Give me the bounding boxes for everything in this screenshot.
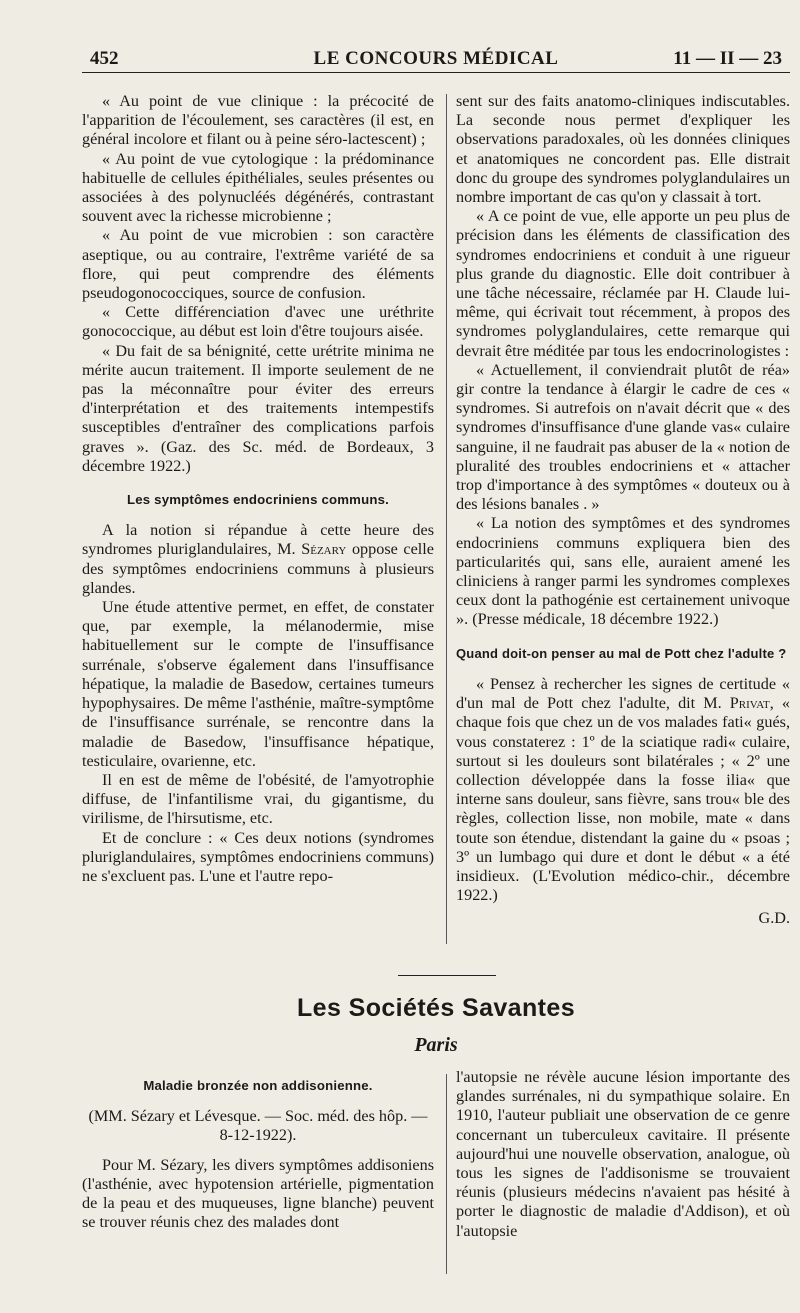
paragraph: Pour M. Sézary, les divers symptômes addisoniens (l'asthénie, avec hypotension artérielle, pigmentation de la peau et des muqueuses, ligne blanche) peuvent se trouver réunis chez des malades dont — [82, 1155, 434, 1232]
header-rule — [82, 72, 790, 73]
paragraph: sent sur des faits anatomo-cliniques indiscutables. La seconde nous permet d'expliquer les observations paradoxales, où les données cliniques et anatomiques ne concordent pas. Elle distrait donc du groupe des syndromes polyglandulaires un nombre important de cas qu'on y classait à tort. — [456, 92, 790, 207]
page-header — [82, 44, 790, 72]
paragraph: Et de conclure : « Ces deux notions (syndromes pluriglandulaires, symptômes endocriniens communs) ne s'excluent pas. L'une et l'autre repo- — [82, 828, 434, 885]
bottom-right-column — [456, 1068, 790, 1241]
section-rule — [398, 975, 496, 976]
paragraph: Une étude attentive permet, en effet, de constater que, par exemple, la mélanodermie, mise habituellement sur le compte de l'insuffisance surrénale, s'observe également dans l'insuffisance hépatique, la maladie de Basedow, certaines tumeurs hypophysaires. De même l'asthénie, maître-symptôme de l'insuffisance surrénale, se rencontre dans la maladie de Basedow, l'insuffisance hépatique, testiculaire, ovarienne, etc. — [82, 598, 434, 770]
right-column — [456, 92, 790, 929]
article-heading: Maladie bronzée non addisonienne. — [143, 1078, 373, 1093]
left-column — [82, 92, 434, 886]
paragraph: « Cette différenciation d'avec une uréthrite gonococcique, au début est loin d'être toujours aisée. — [82, 303, 434, 341]
paragraph: « Pensez à rechercher les signes de certitude « d'un mal de Pott chez l'adulte, dit M. Privat, « chaque fois que chez un de vos malades fati« gués, vous constaterez : 1º de la sciatique radi« culaire, surtout si les douleurs sont bilatérales ; « 2º une collection développée dans la fosse ilia« que interne sans douleur, sans fièvre, sans trou« ble des règles, collection lisse, non mobile, mate « dans toute son étendue, distendant la gaine du « psoas ; 3º un lumbago qui dure et dont le début « a été insidieux. (L'Evolution médico-chir., décembre 1922.) — [456, 674, 790, 905]
article-heading: Les symptômes endocriniens communs. — [126, 492, 390, 508]
article-heading: Quand doit-on penser au mal de Pott chez l'adulte ? — [456, 645, 787, 661]
section-title: Les Sociétés Savantes — [297, 994, 575, 1022]
paragraph: « La notion des symptômes et des syndromes endocriniens communs expliquera bien des particularités qui, sans elle, auraient amené les cliniciens à ranger parmi les syndromes complexes ceux dont la pathogénie est certainement univoque ». (Presse médicale, 18 décembre 1922.) — [456, 514, 790, 629]
paragraph: A la notion si répandue à cette heure des syndromes pluriglandulaires, M. Sézary oppose celle des symptômes endocriniens communs à plusieurs glandes. — [82, 521, 434, 597]
column-divider — [446, 1074, 447, 1274]
paragraph: « Actuellement, il conviendrait plutôt de réa» gir contre la tendance à élargir le cadre de ces « syndromes. Si autrefois on n'avait décrit que « des syndromes d'insuffisance d'une glande vas« culaire sanguine, il ne faudrait pas abuser de la « notion de pluralité des troubles endocriniens et « attacher trop d'importance à des symptômes « douteux ou à des lésions banales . » — [456, 360, 790, 514]
page-number: 452 — [90, 48, 119, 69]
paragraph: l'autopsie ne révèle aucune lésion importante des glandes surrénales, ni du sympathique solaire. En 1910, l'auteur publiait une observation de ce genre concernant un tuberculeux cavitaire. Il présente aujourd'hui une nouvelle observation, analogue, où tous les signes de l'addisonisme se trouvaient réunis (plusieurs médecins n'avaient pas hésité à porter le diagnostic de maladie d'Addison), et où l'autopsie — [456, 1068, 790, 1240]
reference: (MM. Sézary et Lévesque. — Soc. méd. des hôp. — 8-12-1922). — [88, 1107, 428, 1145]
paragraph: « A ce point de vue, elle apporte un peu plus de précision dans les éléments de classification des syndromes endocriniens et conduit à une rigueur plus grande du diagnostic. Elle doit contribuer à une tâche nécessaire, réclamée par H. Claude lui-même, qui écrivait tout récemment, à propos des syndromes polyglandulaires, cette remarque qui devrait être méditée par tous les endocrinologistes : — [456, 207, 790, 360]
section-subtitle: Paris — [414, 1034, 458, 1056]
author-name: Sézary — [301, 540, 347, 559]
bottom-left-column — [82, 1062, 434, 1232]
paragraph: Il en est de même de l'obésité, de l'amyotrophie diffuse, de l'infantilisme vrai, du gigantisme, du virilisme, de l'hirsutisme, etc. — [82, 770, 434, 828]
paragraph: « Au point de vue microbien : son caractère aseptique, ou au contraire, l'extrême variété de sa flore, qui peut comprendre des éléments pseudogonococciques, source de confusion. — [82, 226, 434, 303]
paragraph: « Du fait de sa bénignité, cette urétrite minima ne mérite aucun traitement. Il importe seulement de ne pas la méconnaître pour éviter des erreurs d'interprétation et des traitements intempestifs susceptibles d'entraîner des complications parfois graves ». (Gaz. des Sc. méd. de Bordeaux, 3 décembre 1922.) — [82, 341, 434, 475]
paragraph: « Au point de vue clinique : la précocité de l'apparition de l'écoulement, ses caractères (il est, en général incolore et filant ou à peine séro-lactescent) ; — [82, 92, 434, 149]
signature: G.D. — [758, 909, 790, 928]
column-divider — [446, 94, 447, 944]
journal-title: LE CONCOURS MÉDICAL — [313, 48, 559, 69]
author-name: Privat — [729, 694, 770, 713]
issue-date: 11 — II — 23 — [673, 48, 782, 69]
paragraph: « Au point de vue cytologique : la prédominance habituelle de cellules épithéliales, seules présentes ou associées à des polynucléés dégénérés, contrastant souvent avec la richesse microbienne ; — [82, 149, 434, 226]
